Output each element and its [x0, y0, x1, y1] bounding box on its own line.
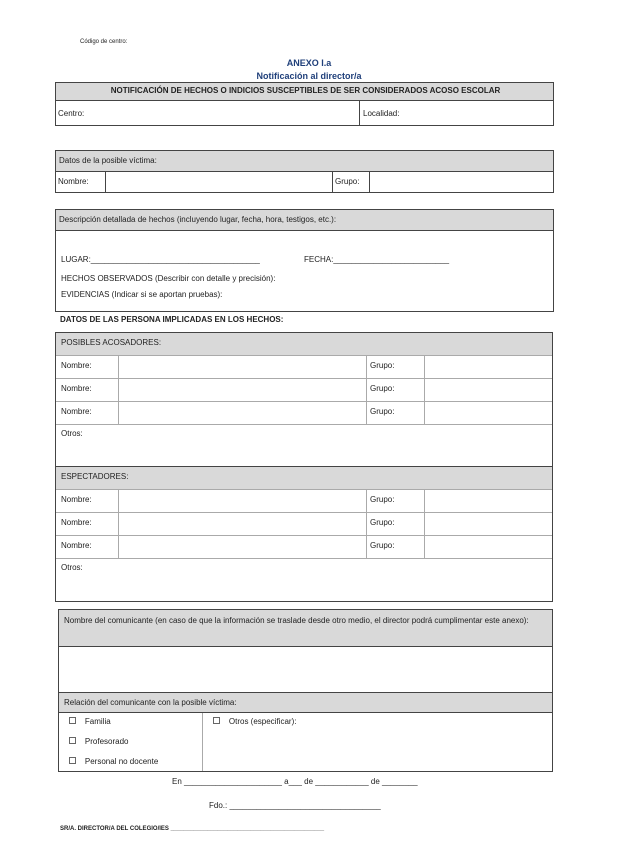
centro-row	[55, 100, 554, 126]
espectador-2-nombre-field[interactable]	[120, 514, 364, 533]
descripcion-heading-bar	[55, 209, 554, 231]
checkbox-profesorado[interactable]	[69, 737, 76, 744]
acosador-3-nombre-field[interactable]	[120, 403, 364, 422]
descripcion-heading: Descripción detallada de hechos (incluyendo lugar, fecha, hora, testigos, etc.):	[59, 215, 337, 224]
espectadores-block	[55, 466, 553, 602]
victima-row	[55, 171, 554, 193]
fecha-label: FECHA:	[304, 255, 334, 264]
espectador-3-nombre-label: Nombre:	[61, 541, 92, 550]
acosador-1-nombre-label: Nombre:	[61, 361, 92, 370]
relacion-heading: Relación del comunicante con la posible víctima:	[64, 698, 237, 707]
espectador-1-grupo-label: Grupo:	[370, 495, 395, 504]
victima-heading-bar	[55, 150, 554, 172]
espectador-3-nombre-field[interactable]	[120, 537, 364, 556]
acosador-1-nombre-field[interactable]	[120, 357, 364, 376]
victima-grupo-field[interactable]	[371, 173, 551, 191]
evidencias-label: EVIDENCIAS (Indicar si se aportan pruebas):	[61, 290, 223, 299]
lugar-line[interactable]: LUGAR:______________________________________	[61, 255, 260, 264]
espectador-2-nombre-label: Nombre:	[61, 518, 92, 527]
acosador-1-grupo-label: Grupo:	[370, 361, 395, 370]
opcion-otros[interactable]: Otros (especificar):	[213, 717, 296, 726]
espectador-1-grupo-field[interactable]	[426, 491, 550, 510]
acosadores-otros-field[interactable]	[96, 426, 550, 466]
acosadores-block	[55, 332, 553, 469]
fecha-line[interactable]: FECHA:__________________________	[304, 255, 450, 264]
espectador-1-nombre-label: Nombre:	[61, 495, 92, 504]
form-title-bar	[55, 82, 554, 101]
checkbox-otros[interactable]	[213, 717, 220, 724]
descripcion-body	[55, 230, 554, 312]
acosador-1-grupo-field[interactable]	[426, 357, 550, 376]
espectador-3-grupo-field[interactable]	[426, 537, 550, 556]
victima-heading: Datos de la posible víctima:	[59, 156, 157, 165]
centro-field[interactable]	[58, 103, 358, 123]
checkbox-familia[interactable]	[69, 717, 76, 724]
centro-label: Centro:	[58, 109, 85, 118]
fdo-line[interactable]: Fdo.: __________________________________	[209, 801, 381, 810]
acosador-3-grupo-label: Grupo:	[370, 407, 395, 416]
form-title: NOTIFICACIÓN DE HECHOS O INDICIOS SUSCEPTIBLES DE SER CONSIDERADOS ACOSO ESCOLAR	[110, 86, 501, 95]
espectador-1-nombre-field[interactable]	[120, 491, 364, 510]
relacion-options	[58, 712, 553, 772]
localidad-field[interactable]	[406, 103, 551, 123]
destinatario: SR/A. DIRECTOR/A DEL COLEGIO/IES ______________________________________________	[60, 826, 325, 832]
relacion-heading-bar	[58, 692, 553, 713]
checkbox-no-docente[interactable]	[69, 757, 76, 764]
espectador-2-grupo-field[interactable]	[426, 514, 550, 533]
comunicante-heading-bar	[58, 609, 553, 647]
acosadores-otros-label: Otros:	[61, 429, 83, 438]
espectadores-otros-label: Otros:	[61, 563, 83, 572]
comunicante-nombre-field[interactable]	[58, 646, 553, 693]
lugar-fecha-firma[interactable]: En ______________________ a___ de ____________ de ________	[172, 777, 418, 786]
acosador-2-nombre-label: Nombre:	[61, 384, 92, 393]
acosador-3-nombre-label: Nombre:	[61, 407, 92, 416]
comunicante-heading: Nombre del comunicante (en caso de que la información se traslade desde otro medio, el director podrá cumplimentar este anexo):	[64, 616, 529, 625]
lugar-label: LUGAR:	[61, 255, 91, 264]
espectadores-otros-field[interactable]	[96, 560, 550, 600]
localidad-label: Localidad:	[363, 109, 400, 118]
implicados-heading: DATOS DE LAS PERSONA IMPLICADAS EN LOS HECHOS:	[60, 315, 284, 324]
opcion-familia[interactable]: Familia	[69, 717, 111, 726]
acosador-2-grupo-field[interactable]	[426, 380, 550, 399]
opcion-no-docente[interactable]: Personal no docente	[69, 757, 158, 766]
anexo-title: ANEXO I.a	[286, 58, 332, 68]
codigo-centro-label: Código de centro:	[80, 39, 128, 45]
espectador-2-grupo-label: Grupo:	[370, 518, 395, 527]
victima-grupo-label: Grupo:	[335, 177, 360, 186]
espectadores-heading: ESPECTADORES:	[61, 472, 129, 481]
hechos-label: HECHOS OBSERVADOS (Describir con detalle y precisión):	[61, 274, 276, 283]
opcion-profesorado[interactable]: Profesorado	[69, 737, 128, 746]
acosadores-heading: POSIBLES ACOSADORES:	[61, 338, 162, 347]
victima-nombre-field[interactable]	[107, 173, 331, 191]
acosador-2-grupo-label: Grupo:	[370, 384, 395, 393]
anexo-subtitle: Notificación al director/a	[256, 71, 362, 81]
acosador-3-grupo-field[interactable]	[426, 403, 550, 422]
acosador-2-nombre-field[interactable]	[120, 380, 364, 399]
espectador-3-grupo-label: Grupo:	[370, 541, 395, 550]
victima-nombre-label: Nombre:	[58, 177, 89, 186]
